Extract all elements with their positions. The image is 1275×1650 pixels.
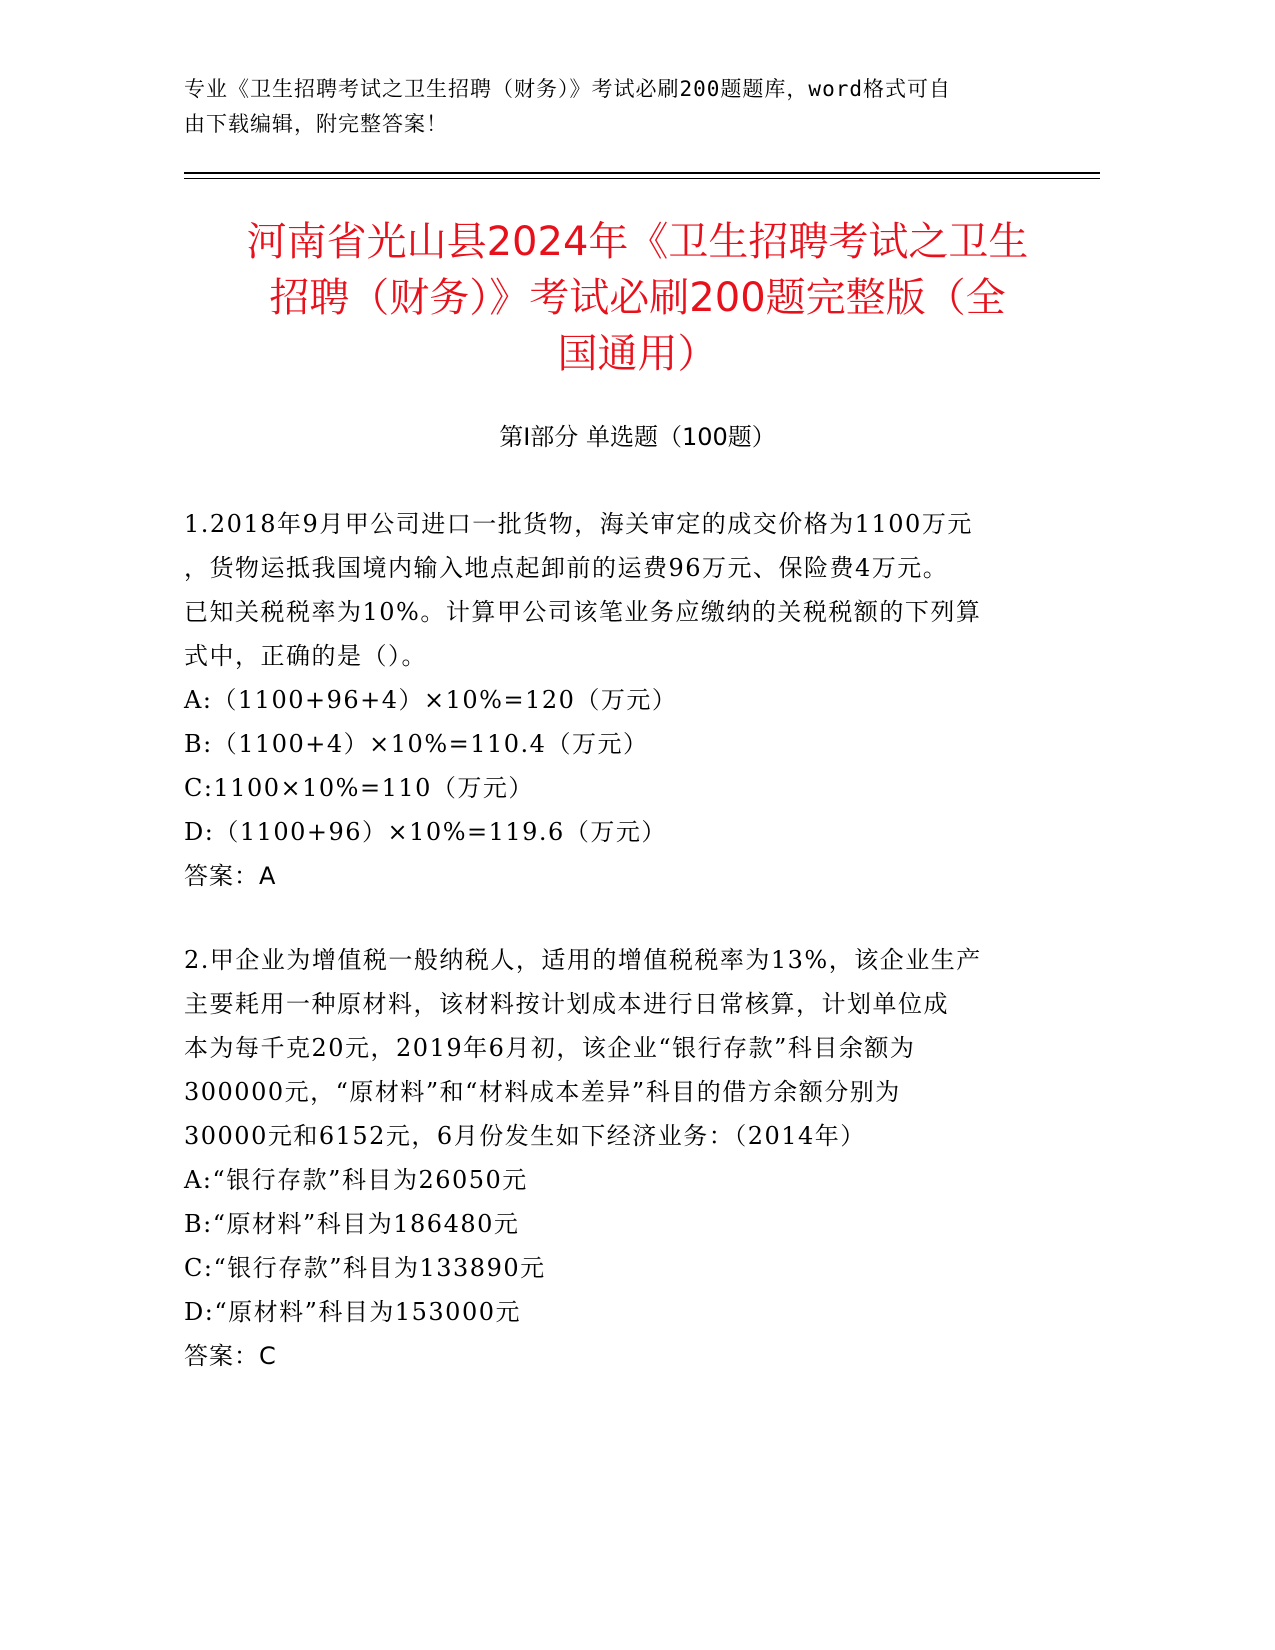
document-title-line: 河南省光山县2024年《卫生招聘考试之卫生 xyxy=(246,219,1029,265)
option-a: A:（1100+96+4）×10%=120（万元） xyxy=(184,686,678,714)
document-title-line: 招聘（财务）》考试必刷200题完整版（全 xyxy=(269,275,1006,321)
option-d: D:（1100+96）×10%=119.6（万元） xyxy=(184,818,667,846)
option-d: D:“原材料”科目为153000元 xyxy=(184,1298,521,1326)
question-stem-line: 已知关税税率为10%。计算甲公司该笔业务应缴纳的关税税额的下列算 xyxy=(184,598,982,626)
header-note-line: 专业《卫生招聘考试之卫生招聘（财务）》考试必刷200题题库，word格式可自 xyxy=(184,77,951,101)
question-1 xyxy=(184,502,1084,898)
document-title-line: 国通用） xyxy=(557,331,718,377)
question-stem-line: 本为每千克20元，2019年6月初，该企业“银行存款”科目余额为 xyxy=(184,1034,916,1062)
question-stem-line: ，货物运抵我国境内输入地点起卸前的运费96万元、保险费4万元。 xyxy=(184,554,949,582)
document-title xyxy=(150,214,1125,382)
question-stem-line: 式中，正确的是（）。 xyxy=(184,642,427,670)
question-stem-line: 300000元，“原材料”和“材料成本差异”科目的借方余额分别为 xyxy=(184,1078,901,1106)
option-b: B:（1100+4）×10%=110.4（万元） xyxy=(184,730,649,758)
option-a: A:“银行存款”科目为26050元 xyxy=(184,1166,528,1194)
option-c: C:1100×10%=110（万元） xyxy=(184,774,534,802)
question-stem xyxy=(184,938,1084,1158)
option-b: B:“原材料”科目为186480元 xyxy=(184,1210,520,1238)
question-stem-line: 2.甲企业为增值税一般纳税人，适用的增值税税率为13%，该企业生产 xyxy=(184,946,982,974)
question-2 xyxy=(184,938,1084,1378)
option-list xyxy=(184,1158,1084,1334)
header-divider-thick xyxy=(184,172,1100,174)
header-note-line: 由下载编辑，附完整答案！ xyxy=(184,112,448,136)
option-c: C:“银行存款”科目为133890元 xyxy=(184,1254,546,1282)
answer-line: 答案：A xyxy=(184,862,277,890)
header-note xyxy=(184,72,1084,142)
question-stem-line: 1.2018年9月甲公司进口一批货物，海关审定的成交价格为1100万元 xyxy=(184,510,973,538)
header-divider-thin xyxy=(184,178,1100,179)
section-heading: 第Ⅰ部分 单选题（100题） xyxy=(499,423,776,451)
answer-line: 答案：C xyxy=(184,1342,277,1370)
option-list xyxy=(184,678,1084,854)
question-stem xyxy=(184,502,1084,678)
question-stem-line: 30000元和6152元，6月份发生如下经济业务：（2014年） xyxy=(184,1122,866,1150)
question-stem-line: 主要耗用一种原材料，该材料按计划成本进行日常核算，计划单位成 xyxy=(184,990,949,1018)
